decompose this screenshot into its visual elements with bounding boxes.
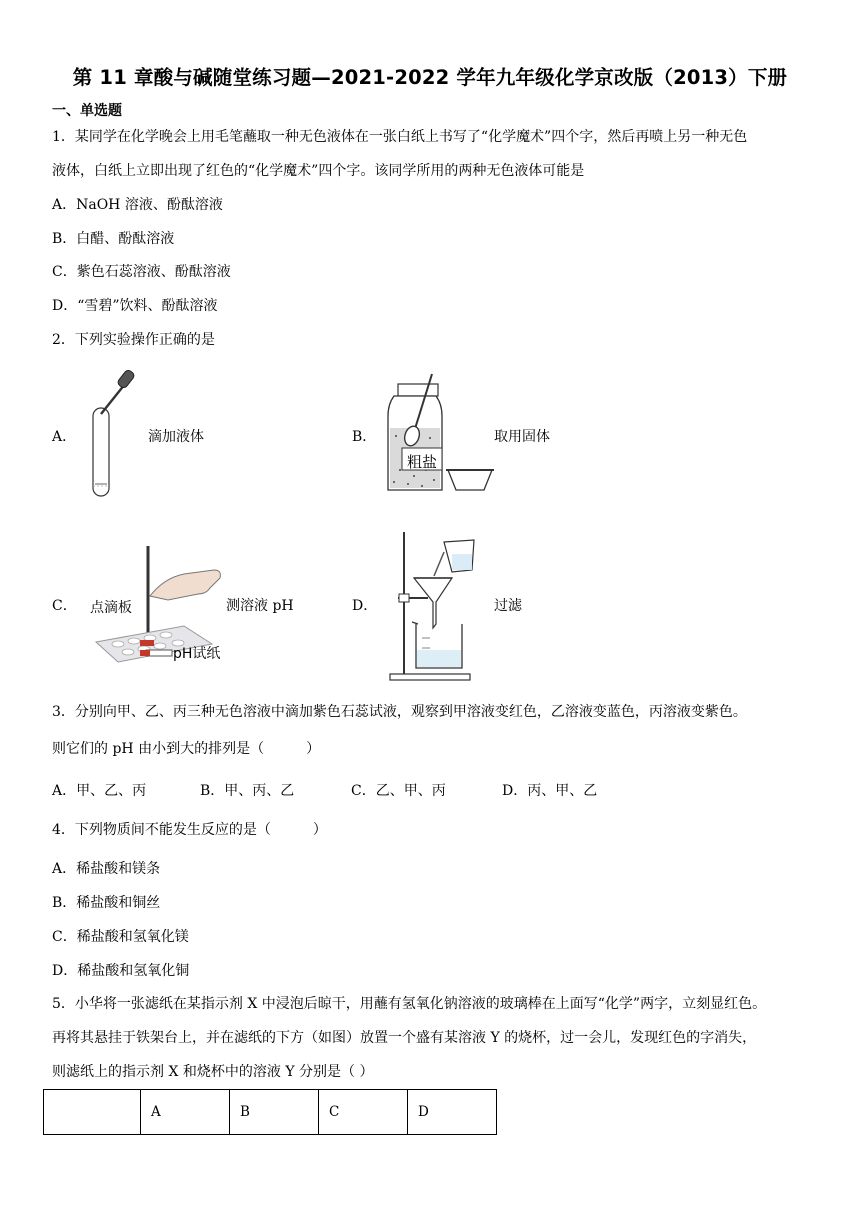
- q2-option-d-letter: D．: [352, 598, 378, 614]
- q3-option-c: C．乙、甲、丙: [351, 783, 446, 799]
- table-header-cell-b: B: [230, 1090, 319, 1135]
- q3-stem-line1: 3．分别向甲、乙、丙三种无色溶液中滴加紫色石蕊试液，观察到甲溶液变红色，乙溶液变蓝色，丙溶液变紫色。: [52, 704, 747, 720]
- q1-option-c: C．紫色石蕊溶液、酚酞溶液: [52, 264, 231, 280]
- q3-option-d: D．丙、甲、乙: [502, 783, 598, 799]
- q1-stem-line1: 1．某同学在化学晚会上用毛笔蘸取一种无色液体在一张白纸上书写了“化学魔术”四个字，然后再喷上另一种无色: [52, 129, 748, 145]
- q5-stem-line1: 5．小华将一张滤纸在某指示剂 X 中浸泡后晾干，用蘸有氢氧化钠溶液的玻璃棒在上面写“化学”两字，立刻显红色。: [52, 996, 767, 1012]
- q4-option-b: B．稀盐酸和铜丝: [52, 895, 161, 911]
- q4-option-a: A．稀盐酸和镁条: [52, 861, 161, 877]
- q1-stem-line2: 液体，白纸上立即出现了红色的“化学魔术”四个字。该同学所用的两种无色液体可能是: [52, 163, 585, 179]
- q1-option-d: D．“雪碧”饮料、酚酞溶液: [52, 298, 218, 314]
- q3-option-b: B．甲、丙、乙: [200, 783, 295, 799]
- filtration-figure: [388, 528, 488, 684]
- table-header-cell-d: D: [408, 1090, 497, 1135]
- table-header-cell-blank: [44, 1090, 141, 1135]
- q3-stem-line2: 则它们的 pH 由小到大的排列是（ ）: [52, 741, 321, 757]
- q2-option-d-text: 过滤: [494, 598, 522, 614]
- q5-stem-line3: 则滤纸上的指示剂 X 和烧杯中的溶液 Y 分别是（ ）: [52, 1064, 374, 1080]
- q2-option-c-letter: C．: [52, 598, 77, 614]
- q4-option-d: D．稀盐酸和氢氧化铜: [52, 963, 190, 979]
- q2-option-c-text: 测溶液 pH: [226, 598, 294, 614]
- dropper-test-tube-figure: [85, 368, 145, 504]
- reagent-jar-figure: [380, 370, 500, 496]
- q5-stem-line2: 再将其悬挂于铁架台上，并在滤纸的下方（如图）放置一个盛有某溶液 Y 的烧杯，过一会儿，发现红色的字消失，: [52, 1030, 757, 1046]
- section-heading: 一、单选题: [52, 103, 122, 119]
- q2-option-a-text: 滴加液体: [148, 429, 204, 445]
- q2-option-b-letter: B．: [352, 429, 377, 445]
- q4-option-c: C．稀盐酸和氢氧化镁: [52, 929, 189, 945]
- q5-answer-table: [43, 1089, 497, 1135]
- q1-option-b: B．白醋、酚酞溶液: [52, 231, 175, 247]
- q2-stem: 2．下列实验操作正确的是: [52, 332, 215, 348]
- table-row: [44, 1090, 497, 1135]
- q2-option-b-text: 取用固体: [494, 429, 550, 445]
- q1-option-a: A．NaOH 溶液、酚酞溶液: [52, 197, 223, 213]
- jar-label: 粗盐: [407, 453, 438, 471]
- page-title: 第 11 章酸与碱随堂练习题—2021-2022 学年九年级化学京改版（2013）下册: [72, 66, 788, 89]
- table-header-cell-c: C: [319, 1090, 408, 1135]
- q4-stem: 4．下列物质间不能发生反应的是（ ）: [52, 822, 327, 838]
- q3-option-a: A．甲、乙、丙: [52, 783, 147, 799]
- table-header-cell-a: A: [141, 1090, 230, 1135]
- q2-option-a-letter: A．: [52, 429, 77, 445]
- spot-plate-label: 点滴板: [90, 600, 132, 616]
- ph-paper-label: pH试纸: [173, 646, 221, 662]
